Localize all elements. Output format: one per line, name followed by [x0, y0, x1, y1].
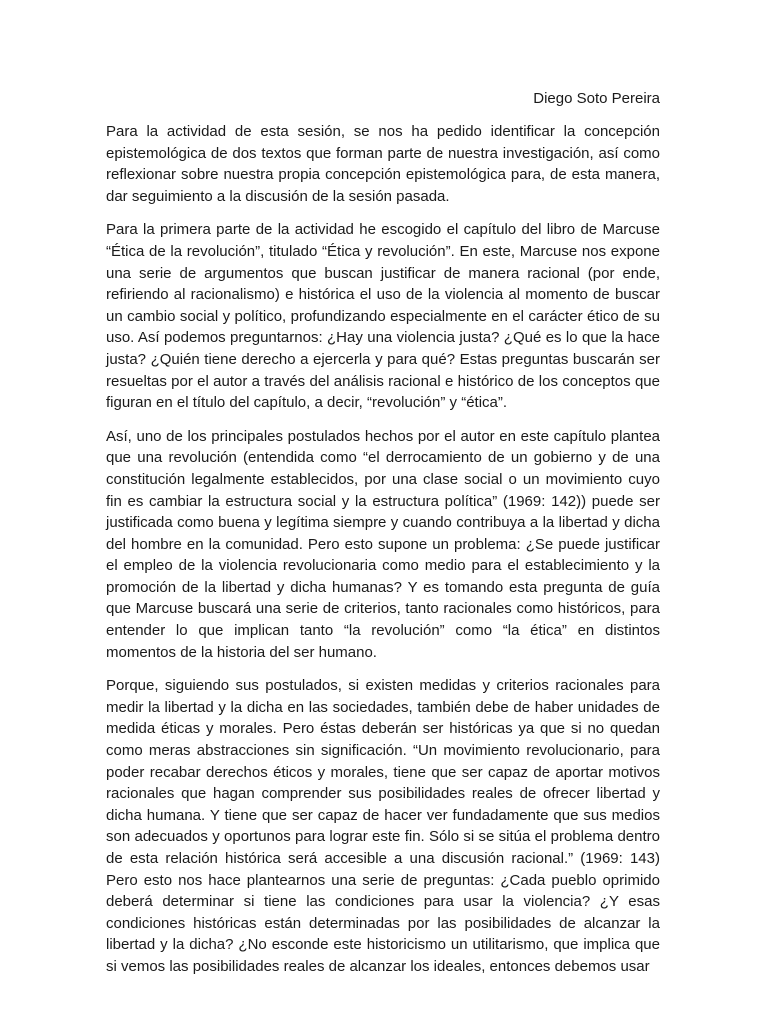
paragraph-revolution-postulate: Así, uno de los principales postulados hechos por el autor en este capítulo plantea que una revolución (entendida como “el derrocamiento de un gobierno y de una constitución legalmente establecidos, por una clase social o un movimiento cuyo fin es cambiar la estructura social y la estructura política” (1969: 142)) puede ser justificada como buena y legítima siempre y cuando contribuya a la libertad y dicha del hombre en la comunidad. Pero esto supone un problema: ¿Se puede justificar el empleo de la violencia revolucionaria como medio para el establecimiento y la promoción de la libertad y dicha humanas? Y es tomando esta pregunta de guía que Marcuse buscará una serie de criterios, tanto racionales como históricos, para entender lo que implican tanto “la revolución” como “la ética” en distintos momentos de la historia del ser humano. [106, 427, 660, 661]
paragraph-historical-criteria: Porque, siguiendo sus postulados, si existen medidas y criterios racionales para medir la libertad y la dicha en las sociedades, también debe de haber unidades de medida éticas y morales. Pero éstas deberán ser históricas ya que si no quedan como meras abstracciones sin significación. “Un movimiento revolucionario, para poder recabar derechos éticos y morales, tiene que ser capaz de aportar motivos racionales que hagan comprender sus posibilidades reales de ofrecer libertad y dicha humana. Y tiene que ser capaz de hacer ver fundadamente que sus medios son adecuados y oportunos para lograr este fin. Sólo si se sitúa el problema dentro de esta relación histórica será accesible a una discusión racional.” (1969: 143) Pero esto nos hace plantearnos una serie de preguntas: ¿Cada pueblo oprimido deberá determinar si tiene las condiciones para usar la violencia? ¿Y esas condiciones históricas están determinadas por las posibilidades de alcanzar la libertad y la dicha? ¿No esconde este historicismo un utilitarismo, que implica que si vemos las posibilidades reales de alcanzar los ideales, entonces debemos usar [106, 677, 660, 975]
document-page [106, 88, 660, 990]
paragraph-marcuse-chapter: Para la primera parte de la actividad he escogido el capítulo del libro de Marcuse “Ética de la revolución”, titulado “Ética y revolución”. En este, Marcuse nos expone una serie de argumentos que buscan justificar de manera racional (por ende, refiriendo al racionalismo) e histórica el uso de la violencia al momento de buscar un cambio social y político, profundizando especialmente en el carácter ético de su uso. Así podemos preguntarnos: ¿Hay una violencia justa? ¿Qué es lo que la hace justa? ¿Quién tiene derecho a ejercerla y para qué? Estas preguntas buscarán ser resueltas por el autor a través del análisis racional e histórico de los conceptos que figuran en el título del capítulo, a decir, “revolución” y “ética”. [106, 221, 660, 412]
paragraph-intro: Para la actividad de esta sesión, se nos ha pedido identificar la concepción epistemológica de dos textos que forman parte de nuestra investigación, así como reflexionar sobre nuestra propia concepción epistemológica para, de esta manera, dar seguimiento a la discusión de la sesión pasada. [106, 123, 660, 205]
author-name: Diego Soto Pereira [533, 90, 660, 107]
